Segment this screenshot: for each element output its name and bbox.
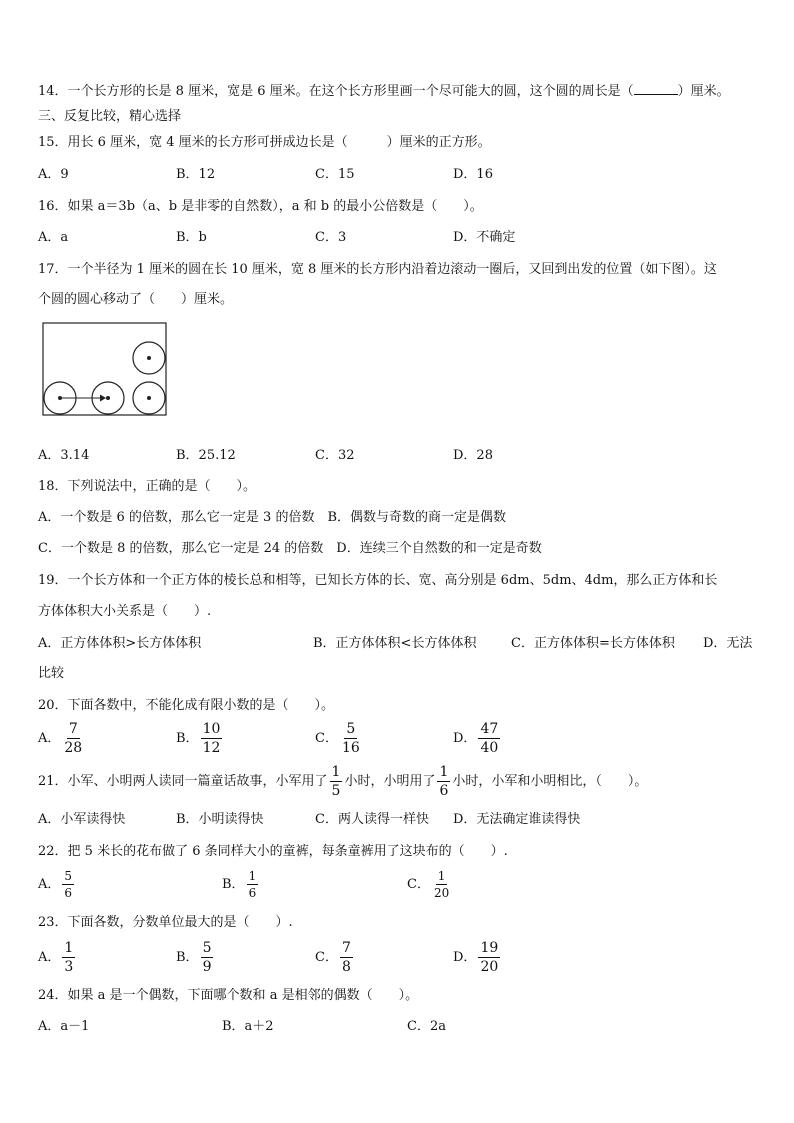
q21-option-c[interactable]: C．两人读得一样快 <box>315 812 429 827</box>
q19-option-d[interactable]: D．无法 <box>703 636 753 651</box>
circle-bottom-center <box>106 396 110 400</box>
question-16: 16．如果 a＝3b（a、b 是非零的自然数），a 和 b 的最小公倍数是（ ）。 <box>38 199 483 214</box>
q18-options-ab[interactable]: A．一个数是 6 的倍数，那么它一定是 3 的倍数 B．偶数与奇数的商一定是偶数 <box>38 510 507 525</box>
q18-options-cd[interactable]: C．一个数是 8 的倍数，那么它一定是 24 的倍数 D．连续三个自然数的和一定是奇数 <box>38 541 542 556</box>
fraction: $\frac{19}{20}$ <box>480 940 499 975</box>
fraction: $\frac{7}{8}$ <box>341 940 351 975</box>
q24-option-c[interactable]: C．2a <box>407 1019 446 1034</box>
option-label: A． <box>38 731 61 746</box>
question-14-text: 14．一个长方形的长是 8 厘米，宽是 6 厘米。在这个长方形里画一个尽可能大的圆，这个圆的周长是（ <box>38 84 634 99</box>
question-19-line-1: 19．一个长方体和一个正方体的棱长总和相等，已知长方体的长、宽、高分别是 6dm、5dm、4dm，那么正方体和长 <box>38 573 718 588</box>
q24-option-a[interactable]: A．a－1 <box>38 1019 90 1034</box>
fraction-1-5: $\frac{1}{5}$ <box>331 764 341 799</box>
option-label: D． <box>453 731 477 746</box>
q19-option-c[interactable]: C．正方体体积=长方体体积 <box>511 636 675 651</box>
option-label: B． <box>222 877 245 892</box>
question-21-part-2: 小时，小明用了 <box>344 774 436 789</box>
fraction: $\frac{1}{6}$ <box>248 869 257 900</box>
q23-option-c[interactable] <box>315 941 355 974</box>
q16-option-a[interactable]: A．a <box>38 230 69 245</box>
q21-option-d[interactable]: D．无法确定谁读得快 <box>453 812 581 827</box>
q19-option-a[interactable]: A．正方体体积>长方体体积 <box>38 636 202 651</box>
q22-option-b[interactable] <box>222 870 260 899</box>
question-21 <box>38 765 647 798</box>
fraction: $\frac{1}{20}$ <box>433 869 450 900</box>
section-heading-3: 三、反复比较，精心选择 <box>38 109 182 124</box>
option-label: A． <box>38 877 61 892</box>
q16-option-d[interactable]: D．不确定 <box>453 230 516 245</box>
option-label: D． <box>453 950 477 965</box>
q22-option-a[interactable] <box>38 870 76 899</box>
movement-arrow-head <box>100 395 106 402</box>
q16-option-c[interactable]: C．3 <box>315 230 347 245</box>
q21-option-a[interactable]: A．小军读得快 <box>38 812 126 827</box>
q15-option-d[interactable]: D．16 <box>453 167 493 182</box>
question-17-line-1: 17．一个半径为 1 厘米的圆在长 10 厘米，宽 8 厘米的长方形内沿着边滚动一圈后，又回到出发的位置（如下图）。这 <box>38 262 717 277</box>
q17-option-c[interactable]: C．32 <box>315 448 355 463</box>
question-19-line-2: 方体体积大小关系是（ ）. <box>38 604 212 619</box>
circle-corner-center <box>147 396 151 400</box>
q20-option-b[interactable] <box>176 722 224 755</box>
rectangle-outline <box>43 323 166 415</box>
circle-start-center <box>58 396 62 400</box>
option-label: C． <box>315 950 338 965</box>
circle-right-center <box>147 356 151 360</box>
question-15: 15．用长 6 厘米，宽 4 厘米的长方形可拼成边长是（ ）厘米的正方形。 <box>38 135 491 150</box>
rolling-circle-diagram <box>40 320 174 420</box>
fraction: $\frac{1}{3}$ <box>64 940 74 975</box>
q20-option-c[interactable] <box>315 722 364 755</box>
q15-option-a[interactable]: A．9 <box>38 167 69 182</box>
question-23: 23．下面各数，分数单位最大的是（ ）. <box>38 915 293 930</box>
q22-option-c[interactable] <box>407 870 453 899</box>
answer-blank[interactable] <box>634 82 678 95</box>
q17-option-b[interactable]: B．25.12 <box>176 448 236 463</box>
question-14 <box>38 82 730 101</box>
question-20: 20．下面各数中，不能化成有限小数的是（ ）。 <box>38 698 335 713</box>
option-label: A． <box>38 950 61 965</box>
question-14-end: ）厘米。 <box>677 84 730 99</box>
option-label: B． <box>176 950 199 965</box>
fraction: $\frac{5}{9}$ <box>202 940 212 975</box>
fraction: $\frac{10}{12}$ <box>202 721 221 756</box>
question-24: 24．如果 a 是一个偶数，下面哪个数和 a 是相邻的偶数（ ）。 <box>38 988 419 1003</box>
q15-option-b[interactable]: B．12 <box>176 167 216 182</box>
question-17-line-2: 个圆的圆心移动了（ ）厘米。 <box>38 292 234 307</box>
q20-option-d[interactable] <box>453 722 502 755</box>
question-22: 22．把 5 米长的花布做了 6 条同样大小的童裤，每条童裤用了这块布的（ ）. <box>38 844 508 859</box>
question-21-part-3: 小时，小军和小明相比，（ ）。 <box>452 774 648 789</box>
q16-option-b[interactable]: B．b <box>176 230 207 245</box>
q15-option-c[interactable]: C．15 <box>315 167 355 182</box>
question-21-part-1: 21．小军、小明两人读同一篇童话故事，小军用了 <box>38 774 328 789</box>
option-label: C． <box>407 877 430 892</box>
q23-option-b[interactable] <box>176 941 215 974</box>
fraction: $\frac{7}{28}$ <box>64 721 83 756</box>
fraction: $\frac{47}{40}$ <box>480 721 499 756</box>
fraction-1-6: $\frac{1}{6}$ <box>439 764 449 799</box>
option-label: B． <box>176 731 199 746</box>
option-label: C． <box>315 731 338 746</box>
q19-option-b[interactable]: B．正方体体积<长方体体积 <box>313 636 477 651</box>
q23-option-a[interactable] <box>38 941 77 974</box>
fraction: $\frac{5}{6}$ <box>64 869 73 900</box>
fraction: $\frac{5}{16}$ <box>341 721 360 756</box>
q23-option-d[interactable] <box>453 941 502 974</box>
q21-option-b[interactable]: B．小明读得快 <box>176 812 264 827</box>
q17-option-d[interactable]: D．28 <box>453 448 493 463</box>
question-18: 18．下列说法中，正确的是（ ）。 <box>38 479 257 494</box>
q17-option-a[interactable]: A．3.14 <box>38 448 90 463</box>
q19-option-d-continued: 比较 <box>38 666 65 681</box>
q20-option-a[interactable] <box>38 722 86 755</box>
q24-option-b[interactable]: B．a＋2 <box>222 1019 274 1034</box>
